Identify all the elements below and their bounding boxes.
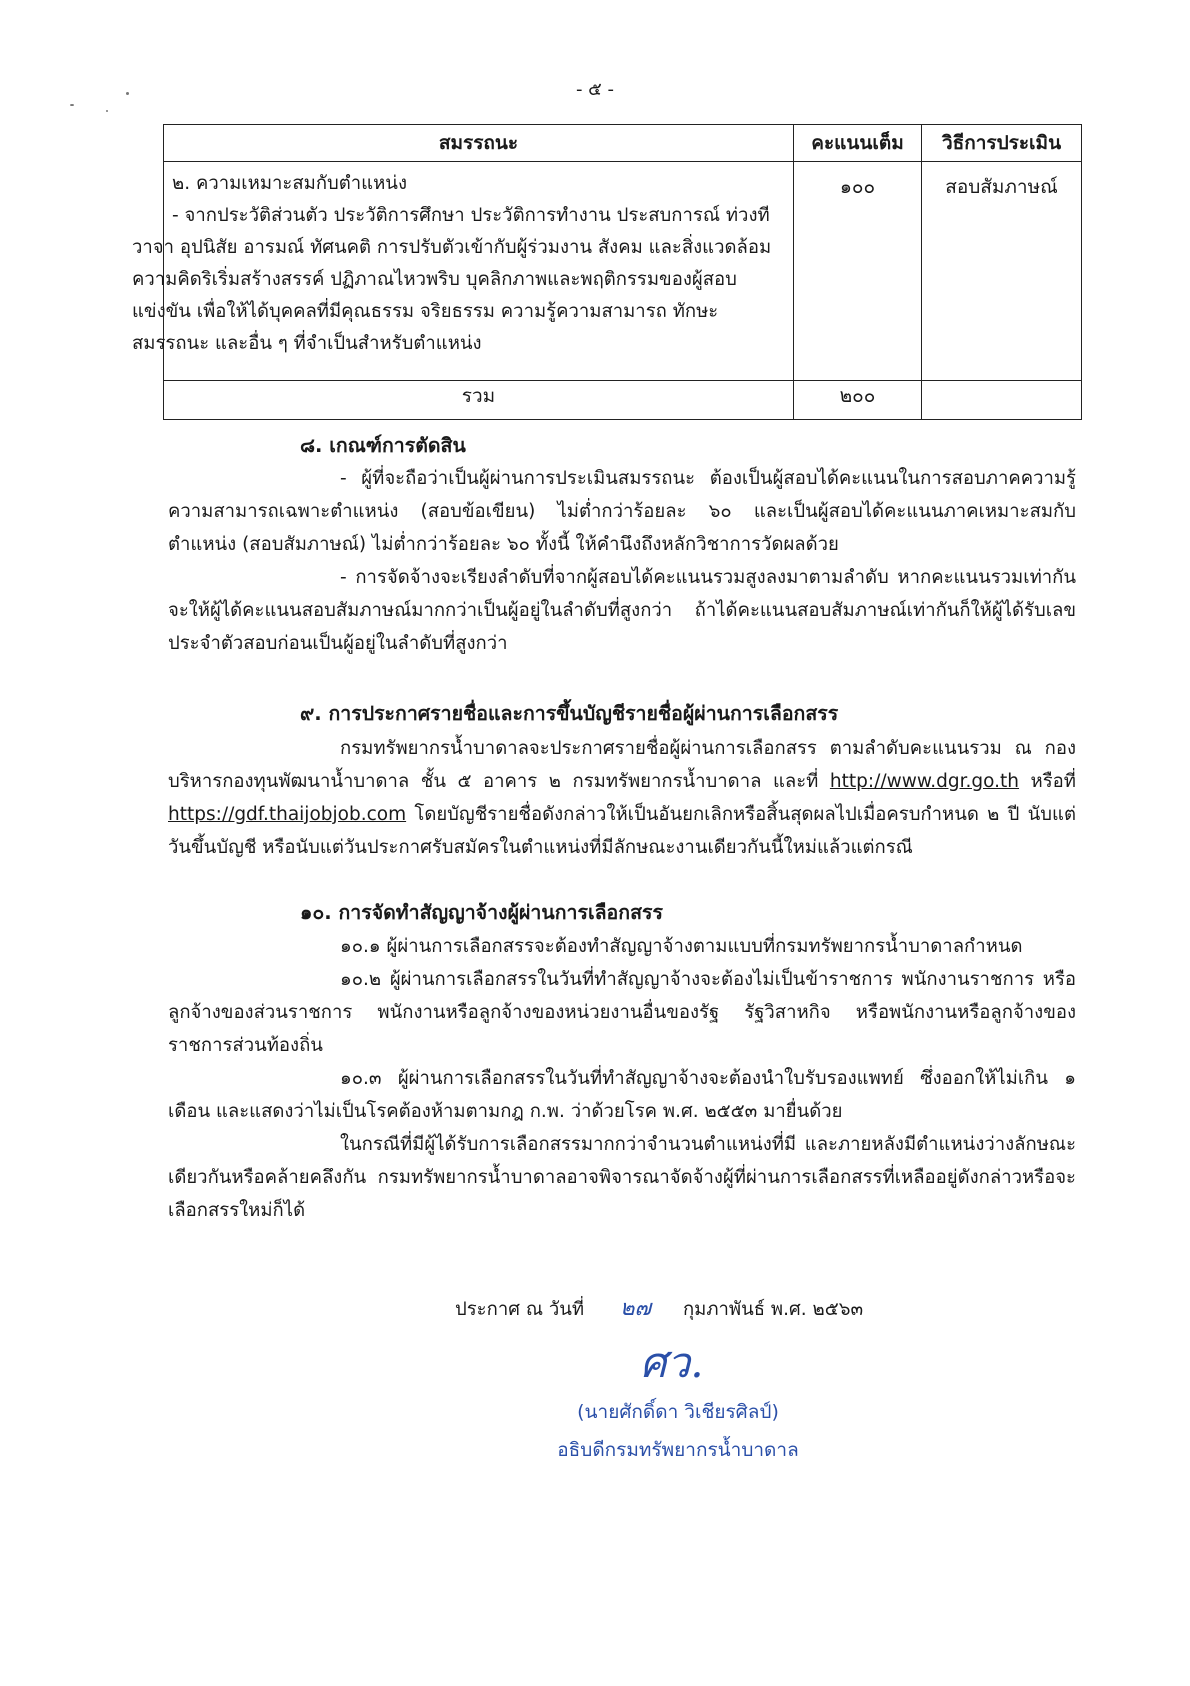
- competency-description: - จากประวัติส่วนตัว ประวัติการศึกษา ประวัติการทำงาน ประสบการณ์ ท่วงทีวาจา อุปนิสัย อารมณ์ ทัศนคติ การปรับตัวเข้ากับผู้ร่วมงาน สังคม และสิ่งแวดล้อม ความคิดริเริ่มสร้างสรรค์ ปฏิภาณไหวพริบ บุคลิกภาพและพฤติกรรมของผู้สอบแข่งขัน เพื่อให้ได้บุคคลที่มีคุณธรรม จริยธรรม ความรู้ความสามารถ ทักษะ สมรรถนะ และอื่น ๆ ที่จำเป็นสำหรับตำแหน่ง: [132, 205, 772, 354]
- section-9-text-a: กรมทรัพยากรน้ำบาดาลจะประกาศรายชื่อผู้ผ่านการเลือกสรร ตามลำดับคะแนนรวม ณ กองบริหารกองทุนพัฒนาน้ำบาดาล ชั้น ๕ อาคาร ๒ กรมทรัพยากรน้ำบาดาล และที่: [168, 738, 1076, 792]
- section-9-paragraph: [168, 732, 1076, 864]
- table-header-row: [164, 125, 1082, 162]
- section-9-text-b: หรือที่: [1019, 771, 1076, 792]
- scan-speck: [106, 110, 108, 112]
- header-method: วิธีการประเมิน: [922, 125, 1082, 162]
- competency-table: [132, 124, 1082, 420]
- announcement-label: ประกาศ ณ วันที่: [455, 1299, 585, 1320]
- section-10-paragraph-2: ๑๐.๒ ผู้ผ่านการเลือกสรรในวันที่ทำสัญญาจ้างจะต้องไม่เป็นข้าราชการ พนักงานราชการ หรือลูกจ้างของส่วนราชการ พนักงานหรือลูกจ้างของหน่วยงานอื่นของรัฐ รัฐวิสาหกิจ หรือพนักงานหรือลูกจ้างของราชการส่วนท้องถิ่น: [168, 969, 1076, 1056]
- score-cell: ๑๐๐: [794, 162, 922, 381]
- link-thaijobjob[interactable]: https://gdf.thaijobjob.com: [168, 804, 407, 825]
- section-9-text-c: โดยบัญชีรายชื่อดังกล่าวให้เป็นอันยกเลิกหรือสิ้นสุดผลไปเมื่อครบกำหนด ๒ ปี นับแต่วันขึ้นบัญชี หรือนับแต่วันประกาศรับสมัครในตำแหน่งที่มีลักษณะงานเดียวกันนี้ใหม่แล้วแต่กรณี: [168, 804, 1076, 858]
- section-10-paragraph-3: ๑๐.๓ ผู้ผ่านการเลือกสรรในวันที่ทำสัญญาจ้างจะต้องนำใบรับรองแพทย์ ซึ่งออกให้ไม่เกิน ๑ เดือน และแสดงว่าไม่เป็นโรคต้องห้ามตามกฎ ก.พ. ว่าด้วยโรค พ.ศ. ๒๕๕๓ มายื่นด้วย: [168, 1068, 1076, 1122]
- total-score: ๒๐๐: [794, 381, 922, 420]
- table-row: [164, 162, 1082, 381]
- announcement-date-line: [455, 1290, 863, 1325]
- link-dgr[interactable]: http://www.dgr.go.th: [829, 771, 1020, 792]
- section-10-paragraph-4: ในกรณีที่มีผู้ได้รับการเลือกสรรมากกว่าจำนวนตำแหน่งที่มี และภายหลังมีตำแหน่งว่างลักษณะเดียวกันหรือคล้ายคลึงกัน กรมทรัพยากรน้ำบาดาลอาจพิจารณาจัดจ้างผู้ที่ผ่านการเลือกสรรที่เหลืออยู่ดังกล่าวหรือจะเลือกสรรใหม่ก็ได้: [168, 1134, 1076, 1221]
- page-number: - ๕ -: [575, 79, 615, 100]
- competency-title: ๒. ความเหมาะสมกับตำแหน่ง: [172, 173, 407, 194]
- section-8-body: [168, 462, 1076, 660]
- signer-name: (นายศักดิ์ดา วิเชียรศิลป์): [577, 1401, 779, 1423]
- competency-cell: [132, 162, 794, 381]
- total-label: รวม: [164, 381, 794, 420]
- method-cell: สอบสัมภาษณ์: [922, 162, 1082, 381]
- scan-speck: [70, 104, 74, 106]
- signer-title: อธิบดีกรมทรัพยากรน้ำบาดาล: [557, 1439, 799, 1461]
- section-8-paragraph-1: - ผู้ที่จะถือว่าเป็นผู้ผ่านการประเมินสมรรถนะ ต้องเป็นผู้สอบได้คะแนนในการสอบภาคความรู้ความสามารถเฉพาะตำแหน่ง (สอบข้อเขียน) ไม่ต่ำกว่าร้อยละ ๖๐ และเป็นผู้สอบได้คะแนนภาคเหมาะสมกับตำแหน่ง (สอบสัมภาษณ์) ไม่ต่ำกว่าร้อยละ ๖๐ ทั้งนี้ ให้คำนึงถึงหลักวิชาการวัดผลด้วย: [168, 468, 1076, 555]
- section-10-heading: ๑๐. การจัดทำสัญญาจ้างผู้ผ่านการเลือกสรร: [300, 901, 663, 924]
- signature: ศว.: [640, 1338, 704, 1387]
- header-competency: สมรรถนะ: [164, 125, 794, 162]
- section-10-body: [168, 930, 1076, 1227]
- section-8-heading: ๘. เกณฑ์การตัดสิน: [300, 434, 466, 457]
- table-total-row: [164, 381, 1082, 420]
- header-full-score: คะแนนเต็ม: [794, 125, 922, 162]
- section-10-paragraph-1: ๑๐.๑ ผู้ผ่านการเลือกสรรจะต้องทำสัญญาจ้างตามแบบที่กรมทรัพยากรน้ำบาดาลกำหนด: [340, 936, 1023, 957]
- section-8-paragraph-2: - การจัดจ้างจะเรียงลำดับที่จากผู้สอบได้คะแนนรวมสูงลงมาตามลำดับ หากคะแนนรวมเท่ากันจะให้ผู้ได้คะแนนสอบสัมภาษณ์มากกว่าเป็นผู้อยู่ในลำดับที่สูงกว่า ถ้าได้คะแนนสอบสัมภาษณ์เท่ากันก็ให้ผู้ได้รับเลขประจำตัวสอบก่อนเป็นผู้อยู่ในลำดับที่สูงกว่า: [168, 567, 1076, 654]
- total-empty: [922, 381, 1082, 420]
- section-9-heading: ๙. การประกาศรายชื่อและการขึ้นบัญชีรายชื่อผู้ผ่านการเลือกสรร: [300, 702, 839, 725]
- announcement-month-year: กุมภาพันธ์ พ.ศ. ๒๕๖๓: [682, 1299, 864, 1320]
- announcement-day: ๒๗: [620, 1296, 652, 1321]
- section-9-body: [168, 732, 1076, 864]
